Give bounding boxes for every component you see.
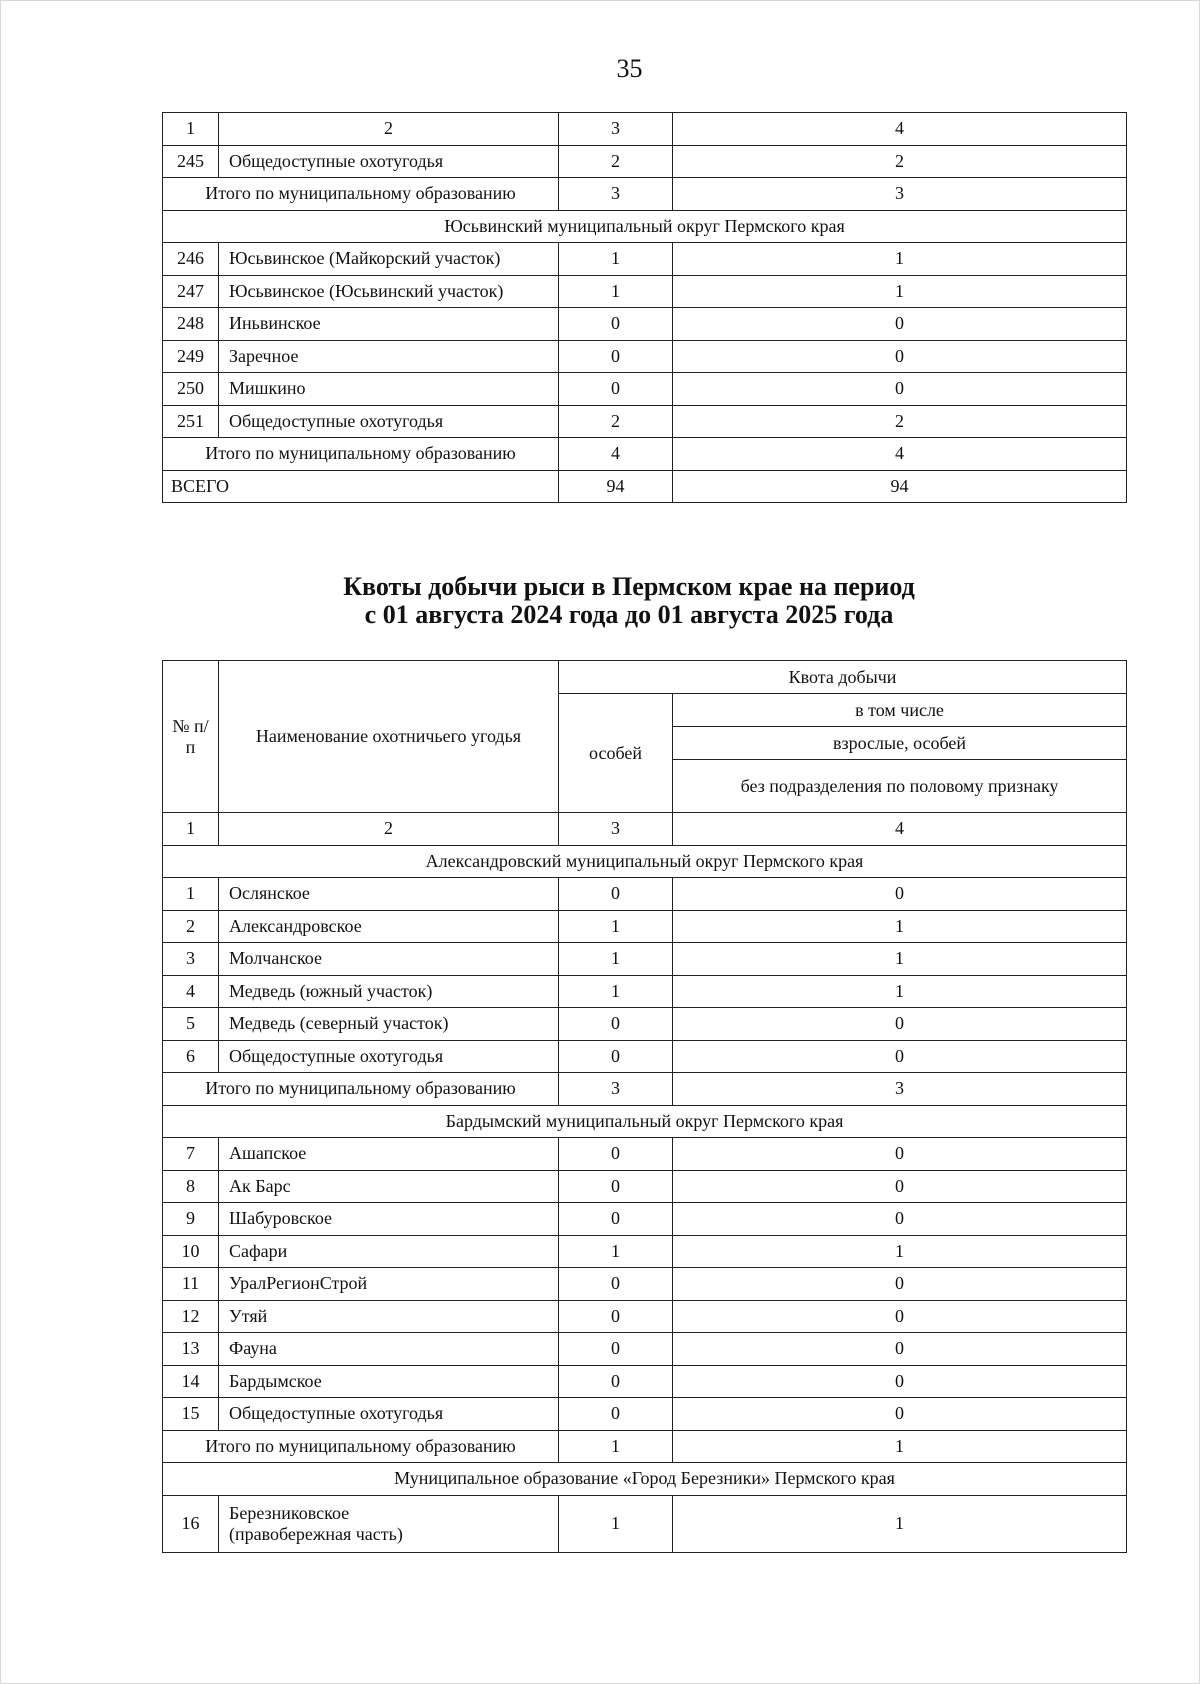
district-header-row [163, 845, 1127, 878]
quota-adults: 1 [673, 275, 1127, 308]
page-number: 35 [616, 54, 643, 83]
hunting-ground-name: Ослянское [219, 878, 559, 911]
row-number: 251 [163, 405, 219, 438]
hunting-ground-name: Александровское [219, 910, 559, 943]
hunting-ground-name: Общедоступные охотугодья [219, 1398, 559, 1431]
header-no-sex-division: без подразделения по половому признаку [673, 760, 1127, 813]
column-number: 2 [219, 113, 559, 146]
table-row [163, 1138, 1127, 1171]
quota-individuals: 0 [559, 1008, 673, 1041]
quota-adults: 0 [673, 1365, 1127, 1398]
hunting-ground-name: Ак Барс [219, 1170, 559, 1203]
hunting-ground-name: Мишкино [219, 373, 559, 406]
grand-total-label: ВСЕГО [163, 470, 559, 503]
hunting-ground-name: Утяй [219, 1300, 559, 1333]
hunting-ground-name: УралРегионСтрой [219, 1268, 559, 1301]
column-number: 1 [163, 813, 219, 846]
table-row [163, 405, 1127, 438]
row-number: 246 [163, 243, 219, 276]
header-number: № п/п [163, 661, 219, 813]
table-row [163, 1300, 1127, 1333]
quota-individuals: 2 [559, 405, 673, 438]
quota-adults: 1 [673, 1495, 1127, 1552]
quota-individuals: 1 [559, 975, 673, 1008]
grand-total-row [163, 470, 1127, 503]
row-number: 2 [163, 910, 219, 943]
table-row [163, 1398, 1127, 1431]
quota-individuals: 0 [559, 1365, 673, 1398]
row-number: 250 [163, 373, 219, 406]
hunting-ground-name: Заречное [219, 340, 559, 373]
header-including: в том числе [673, 694, 1127, 727]
quota-adults: 0 [673, 1170, 1127, 1203]
hunting-ground-name [219, 1495, 559, 1552]
row-number: 11 [163, 1268, 219, 1301]
header-adults: взрослые, особей [673, 727, 1127, 760]
table-row [163, 1203, 1127, 1236]
quota-adults: 0 [673, 1040, 1127, 1073]
quota-adults: 1 [673, 1235, 1127, 1268]
hunting-ground-name: Медведь (северный участок) [219, 1008, 559, 1041]
row-number: 245 [163, 145, 219, 178]
header-individuals: особей [559, 694, 673, 813]
quota-adults: 0 [673, 1268, 1127, 1301]
lynx-quota-table [162, 660, 1127, 1553]
quota-adults: 0 [673, 1008, 1127, 1041]
column-number: 1 [163, 113, 219, 146]
subtotal-row [163, 1073, 1127, 1106]
hunting-ground-name: Общедоступные охотугодья [219, 1040, 559, 1073]
row-number: 14 [163, 1365, 219, 1398]
table-row [163, 878, 1127, 911]
table-row [163, 943, 1127, 976]
quota-adults: 0 [673, 1138, 1127, 1171]
quota-adults: 0 [673, 340, 1127, 373]
quota-adults: 0 [673, 308, 1127, 341]
row-number: 7 [163, 1138, 219, 1171]
subtotal-label: Итого по муниципальному образованию [163, 438, 559, 471]
quota-adults: 2 [673, 145, 1127, 178]
hunting-ground-name-line-2: (правобережная часть) [229, 1523, 403, 1544]
district-name: Бардымский муниципальный округ Пермского края [163, 1105, 1127, 1138]
row-number: 16 [163, 1495, 219, 1552]
hunting-ground-name: Молчанское [219, 943, 559, 976]
quota-individuals: 0 [559, 1300, 673, 1333]
lynx-quota-table-body [163, 813, 1127, 1553]
quota-individuals: 0 [559, 308, 673, 341]
quota-table-continued [162, 112, 1127, 503]
table-row [163, 910, 1127, 943]
column-number: 2 [219, 813, 559, 846]
column-number: 3 [559, 113, 673, 146]
quota-adults: 0 [673, 878, 1127, 911]
quota-individuals: 1 [559, 1235, 673, 1268]
hunting-ground-name: Бардымское [219, 1365, 559, 1398]
row-number: 6 [163, 1040, 219, 1073]
table-row [163, 308, 1127, 341]
district-header-row [163, 1105, 1127, 1138]
row-number: 247 [163, 275, 219, 308]
subtotal-individuals: 4 [559, 438, 673, 471]
quota-adults: 0 [673, 1398, 1127, 1431]
hunting-ground-name: Юсьвинское (Юсьвинский участок) [219, 275, 559, 308]
hunting-ground-name: Сафари [219, 1235, 559, 1268]
quota-individuals: 0 [559, 1040, 673, 1073]
column-number-row [163, 113, 1127, 146]
quota-individuals: 1 [559, 243, 673, 276]
grand-total-adults: 94 [673, 470, 1127, 503]
title-line-1: Квоты добычи рыси в Пермском крае на период [343, 572, 915, 601]
subtotal-label: Итого по муниципальному образованию [163, 1430, 559, 1463]
quota-adults: 1 [673, 975, 1127, 1008]
hunting-ground-name: Ашапское [219, 1138, 559, 1171]
table-row [163, 145, 1127, 178]
quota-adults: 1 [673, 243, 1127, 276]
table-header [163, 661, 1127, 813]
quota-adults: 0 [673, 1203, 1127, 1236]
table-row [163, 243, 1127, 276]
row-number: 1 [163, 878, 219, 911]
quota-individuals: 2 [559, 145, 673, 178]
table-row [163, 1040, 1127, 1073]
table-row [163, 340, 1127, 373]
title-line-2: с 01 августа 2024 года до 01 августа 2025 года [364, 600, 894, 629]
table-row [163, 1008, 1127, 1041]
row-number: 5 [163, 1008, 219, 1041]
table-row [163, 1170, 1127, 1203]
header-hunting-ground-name: Наименование охотничьего угодья [219, 661, 559, 813]
row-number: 15 [163, 1398, 219, 1431]
quota-individuals: 0 [559, 1268, 673, 1301]
quota-individuals: 0 [559, 1138, 673, 1171]
subtotal-label: Итого по муниципальному образованию [163, 178, 559, 211]
subtotal-adults: 1 [673, 1430, 1127, 1463]
row-number: 12 [163, 1300, 219, 1333]
table-row [163, 1495, 1127, 1552]
district-name: Муниципальное образование «Город Березники» Пермского края [163, 1463, 1127, 1496]
quota-individuals: 1 [559, 943, 673, 976]
quota-individuals: 1 [559, 275, 673, 308]
subtotal-row [163, 178, 1127, 211]
grand-total-individuals: 94 [559, 470, 673, 503]
district-name: Юсьвинский муниципальный округ Пермского края [163, 210, 1127, 243]
hunting-ground-name: Общедоступные охотугодья [219, 145, 559, 178]
hunting-ground-name: Общедоступные охотугодья [219, 405, 559, 438]
quota-individuals: 0 [559, 878, 673, 911]
district-name: Александровский муниципальный округ Пермского края [163, 845, 1127, 878]
row-number: 4 [163, 975, 219, 1008]
table-row [163, 373, 1127, 406]
column-number: 4 [673, 813, 1127, 846]
subtotal-individuals: 3 [559, 178, 673, 211]
quota-adults: 0 [673, 373, 1127, 406]
subtotal-row [163, 438, 1127, 471]
quota-adults: 2 [673, 405, 1127, 438]
quota-table-continued-body [163, 113, 1127, 503]
quota-individuals: 0 [559, 373, 673, 406]
subtotal-adults: 3 [673, 1073, 1127, 1106]
quota-individuals: 0 [559, 1203, 673, 1236]
table-row [163, 1333, 1127, 1366]
table-row [163, 275, 1127, 308]
header-quota: Квота добычи [559, 661, 1127, 694]
quota-individuals: 0 [559, 1170, 673, 1203]
quota-individuals: 0 [559, 1398, 673, 1431]
subtotal-row [163, 1430, 1127, 1463]
hunting-ground-name: Юсьвинское (Майкорский участок) [219, 243, 559, 276]
table-row [163, 1365, 1127, 1398]
row-number: 9 [163, 1203, 219, 1236]
table-row [163, 1268, 1127, 1301]
section-title [162, 573, 1096, 629]
row-number: 13 [163, 1333, 219, 1366]
quota-adults: 1 [673, 910, 1127, 943]
row-number: 3 [163, 943, 219, 976]
quota-adults: 0 [673, 1300, 1127, 1333]
column-number: 4 [673, 113, 1127, 146]
table-row [163, 975, 1127, 1008]
quota-individuals: 0 [559, 340, 673, 373]
subtotal-individuals: 3 [559, 1073, 673, 1106]
row-number: 249 [163, 340, 219, 373]
district-header-row [163, 210, 1127, 243]
subtotal-adults: 3 [673, 178, 1127, 211]
hunting-ground-name: Медведь (южный участок) [219, 975, 559, 1008]
hunting-ground-name: Фауна [219, 1333, 559, 1366]
column-number: 3 [559, 813, 673, 846]
district-header-row [163, 1463, 1127, 1496]
hunting-ground-name: Шабуровское [219, 1203, 559, 1236]
row-number: 10 [163, 1235, 219, 1268]
row-number: 8 [163, 1170, 219, 1203]
quota-individuals: 0 [559, 1333, 673, 1366]
quota-adults: 1 [673, 943, 1127, 976]
hunting-ground-name-line-1: Березниковское [229, 1502, 350, 1523]
table-row [163, 1235, 1127, 1268]
quota-adults: 0 [673, 1333, 1127, 1366]
subtotal-adults: 4 [673, 438, 1127, 471]
subtotal-label: Итого по муниципальному образованию [163, 1073, 559, 1106]
quota-individuals: 1 [559, 910, 673, 943]
subtotal-individuals: 1 [559, 1430, 673, 1463]
column-number-row [163, 813, 1127, 846]
hunting-ground-name: Иньвинское [219, 308, 559, 341]
quota-individuals: 1 [559, 1495, 673, 1552]
row-number: 248 [163, 308, 219, 341]
